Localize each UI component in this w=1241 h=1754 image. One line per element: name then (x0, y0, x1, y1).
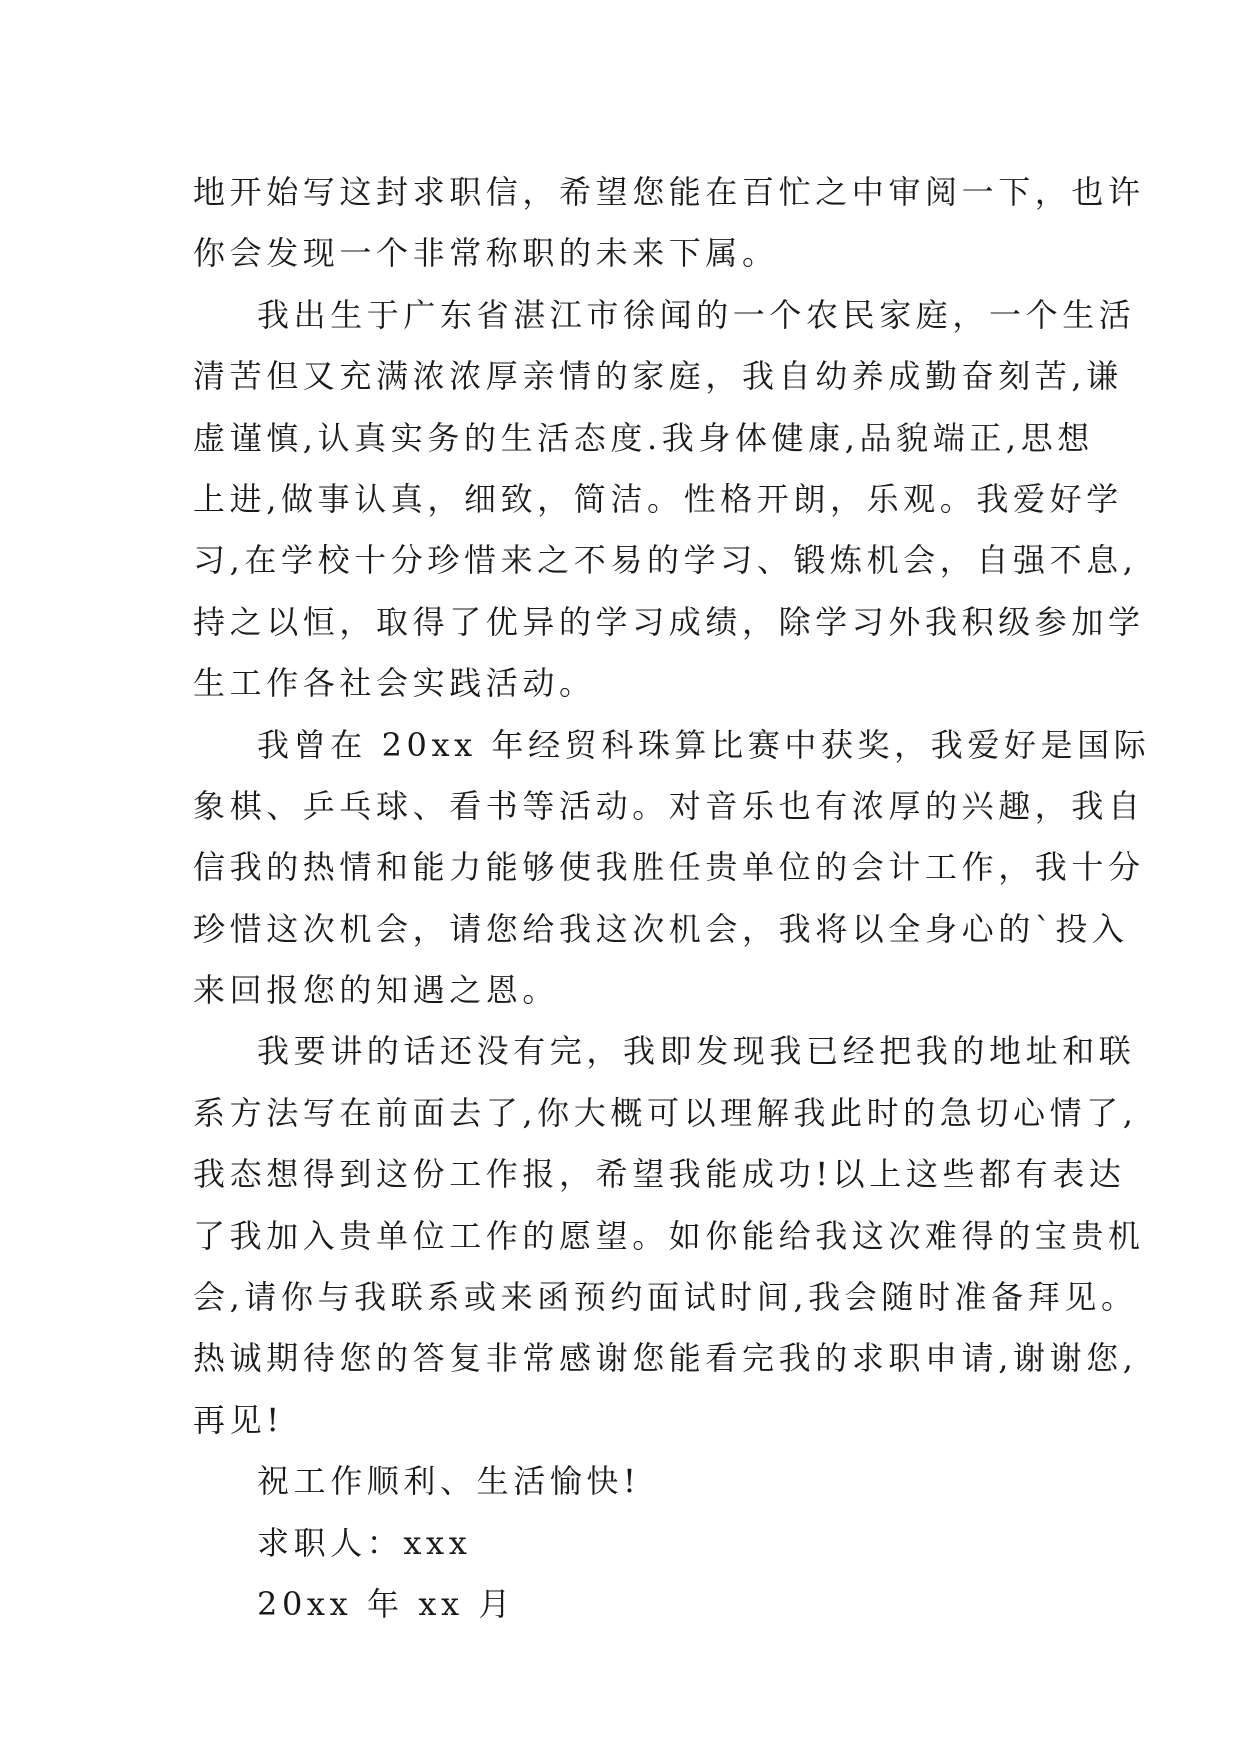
text-line: 了我加入贵单位工作的愿望。如你能给我这次难得的宝贵机 (193, 1216, 1145, 1255)
text-line: 上进,做事认真，细致，简洁。性格开朗，乐观。我爱好学 (193, 479, 1123, 518)
text-line: 虚谨慎,认真实务的生活态度.我身体健康,品貌端正,思想 (193, 418, 1094, 457)
text-line: 会,请你与我联系或来函预约面试时间,我会随时准备拜见。 (193, 1278, 1138, 1317)
letter-body (193, 162, 1151, 1635)
text-line: 20xx 年 xx 月 (257, 1584, 516, 1623)
text-line: 生工作各社会实践活动。 (193, 664, 596, 703)
text-line: 信我的热情和能力能够使我胜任贵单位的会计工作，我十分 (193, 848, 1145, 887)
text-line: 求职人：xxx (257, 1523, 472, 1562)
text-line: 习,在学校十分珍惜来之不易的学习、锻炼机会，自强不息, (193, 541, 1138, 580)
text-line: 象棋、乒乓球、看书等活动。对音乐也有浓厚的兴趣，我自 (193, 786, 1145, 825)
text-line: 珍惜这次机会，请您给我这次机会，我将以全身心的`投入 (193, 909, 1129, 948)
text-line: 清苦但又充满浓浓厚亲情的家庭，我自幼养成勤奋刻苦,谦 (193, 357, 1123, 396)
text-line: 系方法写在前面去了,你大概可以理解我此时的急切心情了, (193, 1093, 1138, 1132)
text-line: 持之以恒，取得了优异的学习成绩，除学习外我积级参加学 (193, 602, 1145, 641)
text-line: 地开始写这封求职信，希望您能在百忙之中审阅一下，也许 (193, 173, 1145, 211)
text-line: 祝工作顺利、生活愉快! (257, 1462, 641, 1501)
text-line: 我曾在 20xx 年经贸科珠算比赛中获奖，我爱好是国际 (257, 725, 1151, 764)
text-line: 我态想得到这份工作报，希望我能成功!以上这些都有表达 (193, 1155, 1126, 1194)
text-line: 我出生于广东省湛江市徐闻的一个农民家庭，一个生活 (257, 295, 1136, 334)
text-line: 来回报您的知遇之恩。 (193, 971, 560, 1010)
text-line: 我要讲的话还没有完，我即发现我已经把我的地址和联 (257, 1032, 1136, 1071)
text-line: 再见! (193, 1400, 284, 1439)
text-line: 你会发现一个非常称职的未来下属。 (193, 234, 779, 273)
text-line: 热诚期待您的答复非常感谢您能看完我的求职申请,谢谢您, (193, 1339, 1138, 1378)
